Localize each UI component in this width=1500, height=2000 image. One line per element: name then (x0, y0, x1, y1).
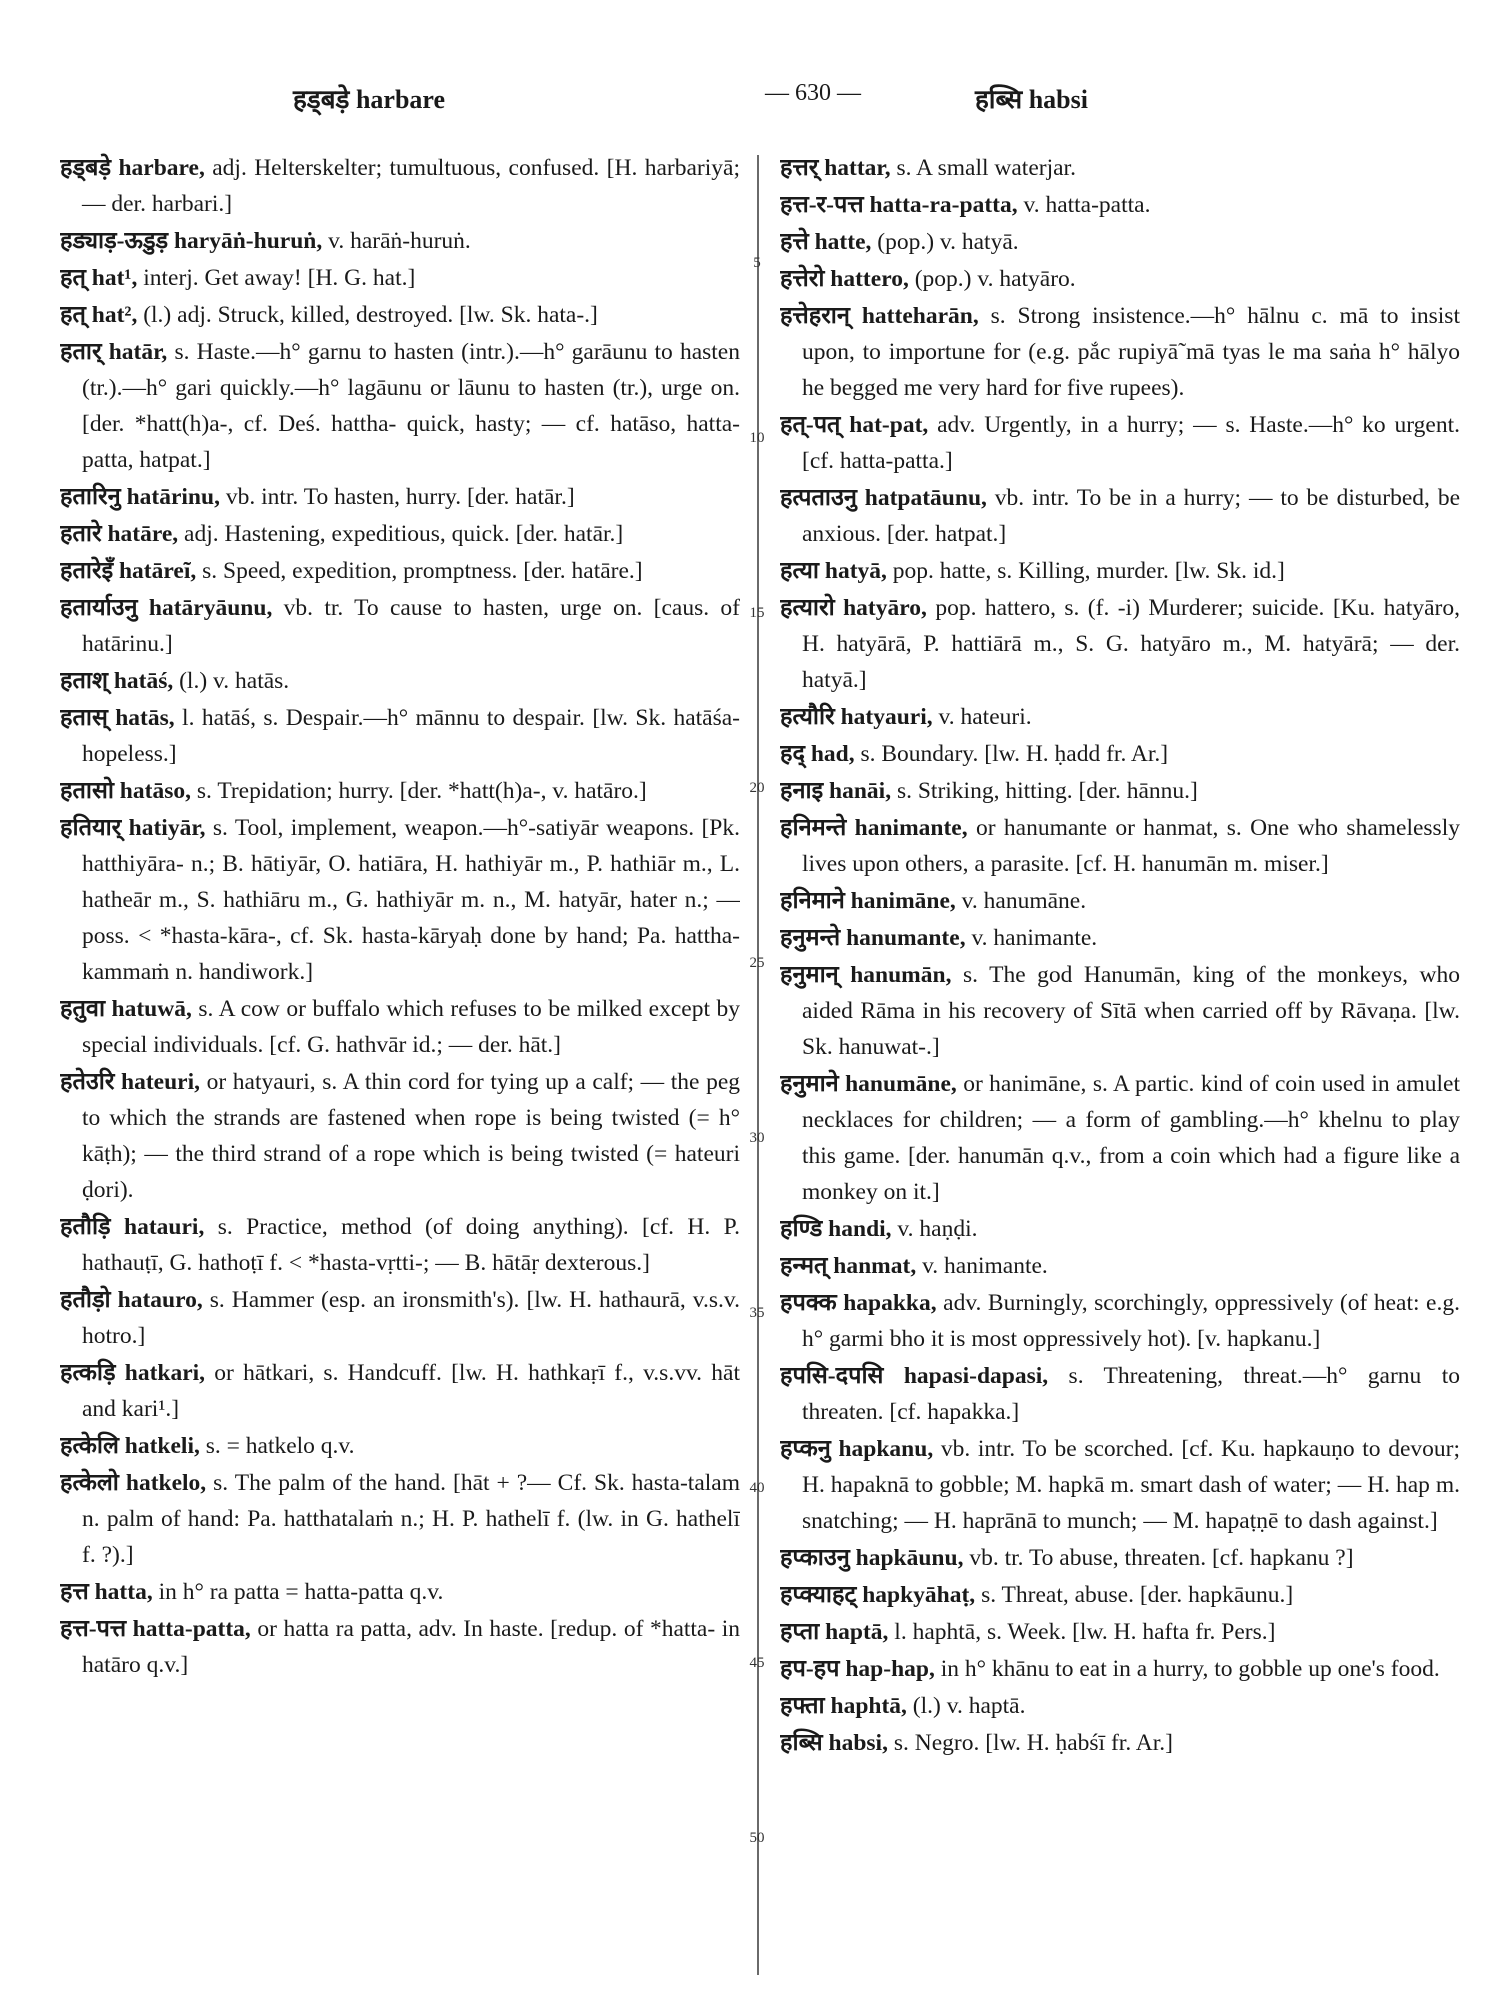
entry-definition: l. hatāś, s. Despair.—h° mānnu to despair. [lw. Sk. hatāśa- hopeless.] (82, 705, 740, 767)
entry-headword: हफ्ता haphtā, (780, 1693, 907, 1719)
entry-headword: हत्तर् hattar, (780, 155, 891, 181)
line-number-gutter (742, 0, 778, 2000)
entry-definition: adj. Hastening, expeditious, quick. [der. hatār.] (178, 521, 624, 547)
dictionary-entry (780, 261, 1460, 297)
entry-definition: (l.) v. hatās. (173, 668, 290, 694)
entry-definition: s. Negro. [lw. H. ḥabśī fr. Ar.] (887, 1730, 1173, 1756)
entry-headword: हनिमाने hanimāne, (780, 888, 956, 914)
entry-headword: हप्काउनु hapkāunu, (780, 1545, 964, 1571)
line-number: 40 (749, 1480, 765, 1496)
entry-headword: हनुमान् hanumān, (780, 962, 952, 988)
entry-headword: हत्तेरो hattero, (780, 266, 909, 292)
entry-definition: s. The palm of the hand. [hāt + ?— Cf. Sk. hasta-talam n. palm of hand: Pa. hatthatalaṁ n.; H. P. hathelī f. (lw. in G. hathelī f. ?).] (82, 1470, 740, 1568)
entry-headword: हत्त hatta, (60, 1579, 153, 1605)
entry-definition: in h° ra patta = hatta-patta q.v. (152, 1579, 444, 1605)
dictionary-entry (60, 1574, 740, 1610)
dictionary-entry (780, 1358, 1460, 1430)
entry-definition: v. hanumāne. (955, 888, 1087, 914)
dictionary-entry (60, 1465, 740, 1573)
entry-definition: s. Haste.—h° garnu to hasten (intr.).—h° garāunu to hasten (tr.).—h° gari quickly.—h° lagāunu or lāunu to hasten (tr.), urge on. [der. *hatt(h)a-, cf. Deś. hattha- quick, hasty; — cf. hatāso, hatta-patta, hatpat.] (82, 339, 740, 473)
dictionary-entry (780, 699, 1460, 735)
entry-headword: हतियार् hatiyār, (60, 815, 206, 841)
dictionary-entry (780, 957, 1460, 1065)
entry-definition: s. Threat, abuse. [der. hapkāunu.] (975, 1582, 1294, 1608)
entry-headword: हण्डि handi, (780, 1216, 892, 1242)
entry-headword: हत्केलि hatkeli, (60, 1433, 200, 1459)
dictionary-entry (60, 1355, 740, 1427)
entry-headword: हत्कड़ि hatkari, (60, 1360, 206, 1386)
entry-headword: हतारिनु hatārinu, (60, 484, 220, 510)
dictionary-entry (60, 1428, 740, 1464)
page-number: — 630 — (765, 80, 861, 106)
dictionary-entry (60, 516, 740, 552)
entry-definition: or hatyauri, s. A thin cord for tying up a calf; — the peg to which the strands are fastened when rope is being twisted (= h° kāṭh); — the third strand of a rope which is being twisted (= hateuri ḍori). (82, 1069, 740, 1203)
entry-headword: हत्त-र-पत्त hatta-ra-patta, (780, 192, 1018, 218)
entry-definition: s. Threatening, threat.—h° garnu to threaten. [cf. hapakka.] (802, 1363, 1460, 1425)
entry-headword: हनाइ hanāi, (780, 778, 892, 804)
entry-definition: s. Hammer (esp. an ironsmith's). [lw. H. hathaurā, v.s.v. hotro.] (82, 1287, 740, 1349)
line-number: 5 (753, 255, 761, 271)
entry-definition: s. Speed, expedition, promptness. [der. hatāre.] (196, 558, 643, 584)
entry-definition: s. A cow or buffalo which refuses to be milked except by special individuals. [cf. G. hathvār id.; — der. hāt.] (82, 996, 740, 1058)
entry-definition: pop. hatte, s. Killing, murder. [lw. Sk. id.] (886, 558, 1285, 584)
line-number: 25 (749, 955, 765, 971)
header-right-guideword: हब्सि habsi (975, 85, 1088, 114)
entry-definition: or hanimāne, s. A partic. kind of coin used in amulet necklaces for children; — a form of gambling.—h° khelnu to play this game. [der. hanumān q.v., from a coin which had a figure like a monkey on it.] (802, 1071, 1460, 1205)
entry-headword: हड्याड़-ऊडुड़ haryāṅ-huruṅ, (60, 228, 323, 254)
entry-headword: हद् had, (780, 741, 855, 767)
dictionary-entry (60, 334, 740, 478)
dictionary-entry (60, 1611, 740, 1683)
dictionary-entry (780, 298, 1460, 406)
dictionary-entry (780, 590, 1460, 698)
entry-headword: हत्त-पत्त hatta-patta, (60, 1616, 251, 1642)
entry-headword: हतौड़ो hatauro, (60, 1287, 203, 1313)
entry-definition: vb. tr. To abuse, threaten. [cf. hapkanu ?] (963, 1545, 1354, 1571)
dictionary-entry (780, 1540, 1460, 1576)
entry-definition: adv. Urgently, in a hurry; — s. Haste.—h° ko urgent. [cf. hatta-patta.] (802, 412, 1460, 474)
entry-definition: s. Boundary. [lw. H. ḥadd fr. Ar.] (854, 741, 1169, 767)
dictionary-entry (60, 991, 740, 1063)
entry-headword: हनिमन्ते hanimante, (780, 815, 968, 841)
entry-headword: हतार्याउनु hatāryāunu, (60, 595, 273, 621)
entry-headword: हत्पताउनु hatpatāunu, (780, 485, 987, 511)
entry-definition: v. hanimante. (965, 925, 1098, 951)
dictionary-entry (780, 1066, 1460, 1210)
dictionary-entry (780, 1431, 1460, 1539)
dictionary-entry (60, 810, 740, 990)
dictionary-entry (60, 1064, 740, 1208)
dictionary-entry (60, 297, 740, 333)
line-number: 45 (749, 1655, 765, 1671)
entry-headword: हत्या hatyā, (780, 558, 887, 584)
entry-definition: or hanumante or hanmat, s. One who shamelessly lives upon others, a parasite. [cf. H. hanumān m. miser.] (802, 815, 1460, 877)
dictionary-entry (780, 1725, 1460, 1761)
dictionary-entry (60, 1209, 740, 1281)
dictionary-entry (60, 260, 740, 296)
entry-definition: v. hanimante. (916, 1253, 1048, 1279)
entry-definition: vb. tr. To cause to hasten, urge on. [caus. of hatārinu.] (82, 595, 740, 657)
entry-definition: s. Striking, hitting. [der. hānnu.] (891, 778, 1198, 804)
entry-headword: हतेउरि hateuri, (60, 1069, 201, 1095)
dictionary-entry (780, 553, 1460, 589)
line-number: 10 (749, 430, 765, 446)
dictionary-entry (780, 736, 1460, 772)
dictionary-entry (780, 920, 1460, 956)
entry-definition: or hatta ra patta, adv. In haste. [redup. of *hatta- in hatāro q.v.] (82, 1616, 740, 1678)
entry-definition: (l.) v. haptā. (906, 1693, 1026, 1719)
entry-headword: हब्सि habsi, (780, 1730, 888, 1756)
dictionary-entry (780, 187, 1460, 223)
dictionary-entry (780, 224, 1460, 260)
entry-headword: हनुमाने hanumāne, (780, 1071, 957, 1097)
entry-headword: हत्-पत् hat-pat, (780, 412, 929, 438)
dictionary-entry (60, 700, 740, 772)
entry-definition: (l.) adj. Struck, killed, destroyed. [lw. Sk. hata-.] (137, 302, 598, 328)
entry-definition: s. = hatkelo q.v. (199, 1433, 355, 1459)
entry-headword: हत्यौरि hatyauri, (780, 704, 933, 730)
entry-definition: s. Trepidation; hurry. [der. *hatt(h)a-, v. hatāro.] (190, 778, 647, 804)
left-column (60, 150, 740, 1970)
entry-headword: हतौड़ि hatauri, (60, 1214, 205, 1240)
dictionary-entry (780, 773, 1460, 809)
line-number: 30 (749, 1130, 765, 1146)
entry-headword: हप्क्याहट् hapkyāhaṭ, (780, 1582, 976, 1608)
entry-headword: हतारेइँ hatāreĩ, (60, 558, 197, 584)
line-number: 50 (749, 1830, 765, 1846)
entry-definition: adv. Burningly, scorchingly, oppressively (of heat: e.g. h° garmi bho it is most oppressively hot). [v. hapkanu.] (802, 1290, 1460, 1352)
dictionary-entry (780, 150, 1460, 186)
entry-definition: v. harāṅ-huruṅ. (322, 228, 471, 254)
entry-definition: s. A small waterjar. (890, 155, 1076, 181)
entry-headword: हत् hat¹, (60, 265, 138, 291)
entry-definition: vb. intr. To hasten, hurry. [der. hatār.] (219, 484, 575, 510)
entry-headword: हन्मत् hanmat, (780, 1253, 917, 1279)
entry-headword: हपक्क hapakka, (780, 1290, 937, 1316)
dictionary-entry (60, 1282, 740, 1354)
entry-headword: हप्ता haptā, (780, 1619, 889, 1645)
dictionary-entry (780, 407, 1460, 479)
entry-headword: हप्कनु hapkanu, (780, 1436, 934, 1462)
entry-headword: हतास् hatās, (60, 705, 175, 731)
dictionary-entry (780, 810, 1460, 882)
dictionary-entry (60, 553, 740, 589)
entry-definition: (pop.) v. hatyā. (871, 229, 1019, 255)
dictionary-entry (60, 223, 740, 259)
entry-headword: हतासो hatāso, (60, 778, 191, 804)
dictionary-entry (60, 773, 740, 809)
entry-headword: हत् hat², (60, 302, 138, 328)
entry-definition: in h° khānu to eat in a hurry, to gobble up one's food. (934, 1656, 1440, 1682)
entry-headword: हतार् hatār, (60, 339, 168, 365)
dictionary-entry (780, 1248, 1460, 1284)
entry-definition: pop. hattero, s. (f. -i) Murderer; suicide. [Ku. hatyāro, H. hatyārā, P. hattiārā m., S. G. hatyāro m., M. hatyārā; — der. hatyā.] (802, 595, 1460, 693)
dictionary-entry (780, 1577, 1460, 1613)
line-number: 15 (749, 605, 765, 621)
dictionary-entry (60, 590, 740, 662)
entry-headword: हनुमन्ते hanumante, (780, 925, 966, 951)
entry-headword: हतारे hatāre, (60, 521, 179, 547)
entry-headword: हपसि-दपसि hapasi-dapasi, (780, 1363, 1049, 1389)
entry-definition: interj. Get away! [H. G. hat.] (137, 265, 416, 291)
dictionary-entry (780, 1688, 1460, 1724)
entry-definition: vb. intr. To be scorched. [cf. Ku. hapkauṇo to devour; H. hapaknā to gobble; M. hapkā m. smart dash of water; — H. hap m. snatching; — H. haprānā to munch; — M. hapaṭṇē to dash against.] (802, 1436, 1460, 1534)
header-left-guideword: हड्बड़े harbare (293, 85, 446, 114)
entry-definition: v. hatta-patta. (1017, 192, 1151, 218)
line-number: 20 (749, 780, 765, 796)
entry-headword: हत्यारो hatyāro, (780, 595, 927, 621)
entry-definition: or hātkari, s. Handcuff. [lw. H. hathkaṛī f., v.s.vv. hāt and kari¹.] (82, 1360, 740, 1422)
entry-definition: s. Practice, method (of doing anything). [cf. H. P. hathauṭī, G. hathoṭī f. < *hasta-vṛtti-; — B. hātāṛ dexterous.] (82, 1214, 740, 1276)
line-number: 35 (749, 1305, 765, 1321)
entry-definition: adj. Helterskelter; tumultuous, confused. [H. harbariyā; — der. harbari.] (82, 155, 740, 217)
dictionary-entry (780, 480, 1460, 552)
dictionary-entry (60, 663, 740, 699)
dictionary-entry (60, 150, 740, 222)
entry-definition: s. The god Hanumān, king of the monkeys, who aided Rāma in his recovery of Sītā when carried off by Rāvaṇa. [lw. Sk. hanuwat-.] (802, 962, 1460, 1060)
entry-headword: हप-हप hap-hap, (780, 1656, 935, 1682)
entry-definition: v. haṇḍi. (891, 1216, 978, 1242)
entry-headword: हताश् hatāś, (60, 668, 174, 694)
entry-definition: l. haphtā, s. Week. [lw. H. hafta fr. Pers.] (888, 1619, 1276, 1645)
dictionary-entry (780, 1211, 1460, 1247)
entry-definition: (pop.) v. hatyāro. (908, 266, 1076, 292)
dictionary-entry (60, 479, 740, 515)
entry-headword: हत्ते hatte, (780, 229, 872, 255)
dictionary-entry (780, 1614, 1460, 1650)
entry-headword: हड्बड़े harbare, (60, 155, 205, 181)
dictionary-entry (780, 1651, 1460, 1687)
dictionary-entry (780, 1285, 1460, 1357)
entry-definition: vb. intr. To be in a hurry; — to be disturbed, be anxious. [der. hatpat.] (802, 485, 1460, 547)
dictionary-entry (780, 883, 1460, 919)
entry-headword: हत्तेहरान् hatteharān, (780, 303, 979, 329)
right-column (780, 150, 1460, 1970)
entry-headword: हत्केलो hatkelo, (60, 1470, 207, 1496)
entry-definition: v. hateuri. (932, 704, 1032, 730)
entry-definition: s. Tool, implement, weapon.—h°-satiyār weapons. [Pk. hatthiyāra- n.; B. hātiyār, O. hatiāra, H. hathiyār m., P. hathiār m., L. hatheār m., S. hathiāru m., G. hathiyār m. n., M. hatyār, hater n.; — poss. < *hasta-kāra-, cf. Sk. hasta-kāryaḥ done by hand; Pa. hattha-kammaṁ n. handiwork.] (82, 815, 740, 985)
entry-headword: हतुवा hatuwā, (60, 996, 192, 1022)
entry-definition: s. Strong insistence.—h° hālnu c. mā to insist upon, to importune for (e.g. pắc rupiyā̃ mā tyas le ma saṅa h° hālyo he begged me very hard for five rupees). (802, 303, 1460, 401)
